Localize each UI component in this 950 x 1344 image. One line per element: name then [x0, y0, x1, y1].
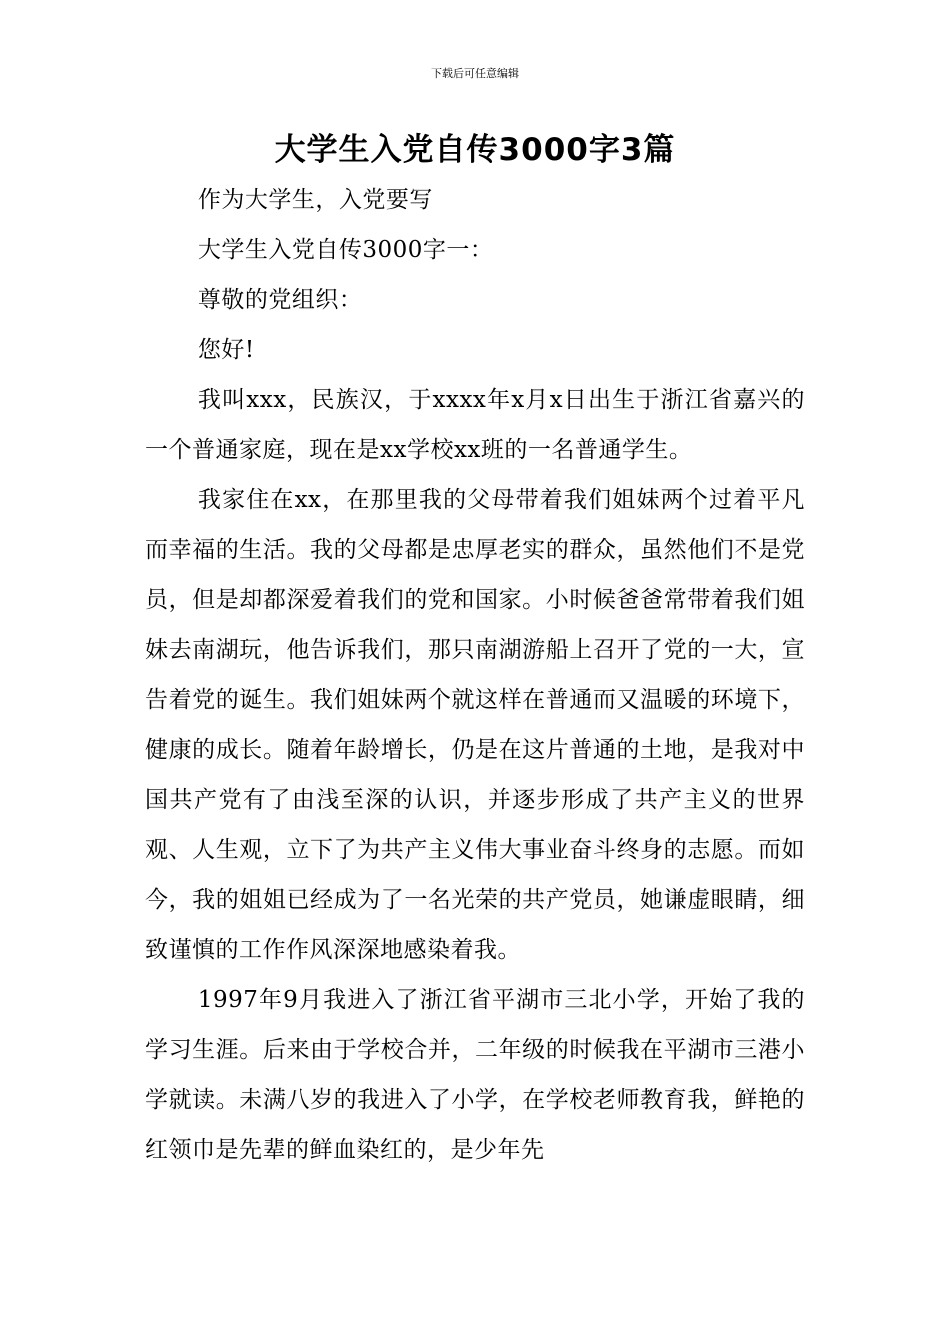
paragraph-greeting: 您好! — [197, 337, 255, 363]
paragraph-school: 1997年9月我进入了浙江省平湖市三北小学，开始了我的学习生涯。后来由于学校合并，二年级的时候我在平湖市三港小学就读。未满八岁的我进入了小学，在学校老师教育我，鲜艳的红领巾是先辈的鲜血染红的，是少年先 — [145, 987, 805, 1163]
paragraph-family: 我家住在xx，在那里我的父母带着我们姐妹两个过着平凡而幸福的生活。我的父母都是忠厚老实的群众，虽然他们不是党员，但是却都深爱着我们的党和国家。小时候爸爸常带着我们姐妹去南湖玩，他告诉我们，那只南湖游船上召开了党的一大，宣告着党的诞生。我们姐妹两个就这样在普通而又温暖的环境下，健康的成长。随着年龄增长，仍是在这片普通的土地，是我对中国共产党有了由浅至深的认识，并逐步形成了共产主义的世界观、人生观，立下了为共产主义伟大事业奋斗终身的志愿。而如今，我的姐姐已经成为了一名光荣的共产党员，她谦虚眼睛，细致谨慎的工作作风深深地感染着我。 — [145, 487, 805, 963]
paragraph-self-intro: 我叫xxx，民族汉，于xxxx年x月x日出生于浙江省嘉兴的一个普通家庭，现在是xx学校xx班的一名普通学生。 — [145, 387, 805, 463]
document-title: 大学生入党自传3000字3篇 — [274, 132, 676, 168]
paragraph-salutation: 尊敬的党组织： — [197, 287, 363, 313]
header-note: 下载后可任意编辑 — [431, 67, 519, 80]
paragraph-intro: 作为大学生，入党要写 — [197, 187, 433, 213]
paragraph-subtitle: 大学生入党自传3000字一： — [197, 237, 494, 263]
document-body — [145, 175, 805, 1175]
